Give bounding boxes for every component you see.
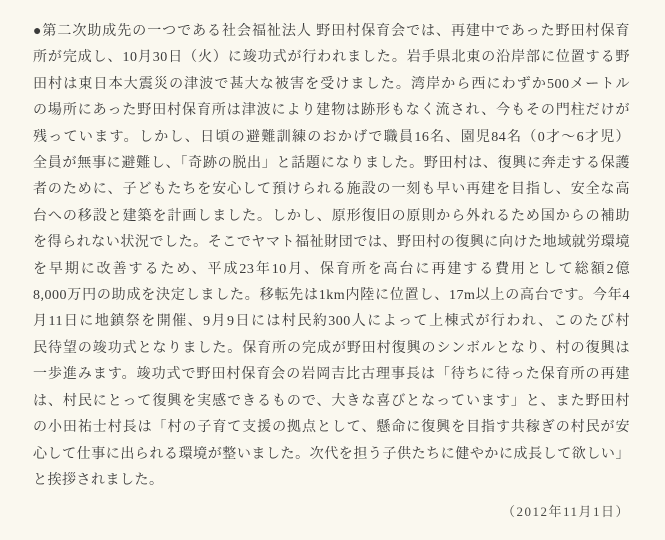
text-line: の小田祐士村長は「村の子育て支援の拠点として、懸命に復興を目指す共稼ぎの村民が安	[33, 420, 630, 436]
text-line: 民待望の竣功式となりました。保育所の完成が野田村復興のシンボルとなり、村の復興は	[33, 340, 630, 356]
text-line: 月11日に地鎮祭を開催、9月9日には村民約300人によって上棟式が行われ、このたび村	[33, 314, 630, 330]
article-body	[33, 19, 630, 494]
text-line: 8,000万円の助成を決定しました。移転先は1km内陸に位置し、17m以上の高台です。今年4	[33, 288, 630, 304]
text-line: を早期に改善するため、平成23年10月、保育所を高台に再建する費用として総額2億	[33, 261, 630, 277]
text-line: 残っています。しかし、日頃の避難訓練のおかげで職員16名、園児84名（0才～6才児）	[33, 129, 630, 145]
text-line: と挨拶されました。	[33, 472, 164, 488]
text-line: 田村は東日本大震災の津波で甚大な被害を受けました。湾岸から西にわずか500メートル	[33, 76, 630, 92]
text-line: 所が完成し、10月30日（火）に竣功式が行われました。岩手県北東の沿岸部に位置する野	[33, 50, 630, 66]
text-line: 者のために、子どもたちを安心して預けられる施設の一刻も早い再建を目指し、安全な高	[33, 182, 630, 198]
text-line: 全員が無事に避難し、「奇跡の脱出」と話題になりました。野田村は、復興に奔走する保護	[33, 156, 630, 172]
text-line: を得られない状況でした。そこでヤマト福祉財団では、野田村の復興に向けた地域就労環境	[33, 235, 630, 251]
text-line: は、村民にとって復興を実感できるもので、大きな喜びとなっています」と、また野田村	[33, 393, 630, 409]
text-line: ●第二次助成先の一つである社会福祉法人 野田村保育会では、再建中であった野田村保育	[33, 24, 630, 39]
article-date: （2012年11月1日）	[501, 504, 630, 520]
text-line: 一歩進みます。竣功式で野田村保育会の岩岡吉比古理事長は「待ちに待った保育所の再建	[33, 367, 630, 383]
text-line: 心して仕事に出られる環境が整いました。次代を担う子供たちに健やかに成長して欲しい」	[33, 446, 630, 462]
text-line: の場所にあった野田村保育所は津波により建物は跡形もなく流され、今もその門柱だけが	[33, 103, 630, 119]
text-line: 台への移設と建築を計画しました。しかし、原形復旧の原則から外れるため国からの補助	[33, 208, 630, 224]
